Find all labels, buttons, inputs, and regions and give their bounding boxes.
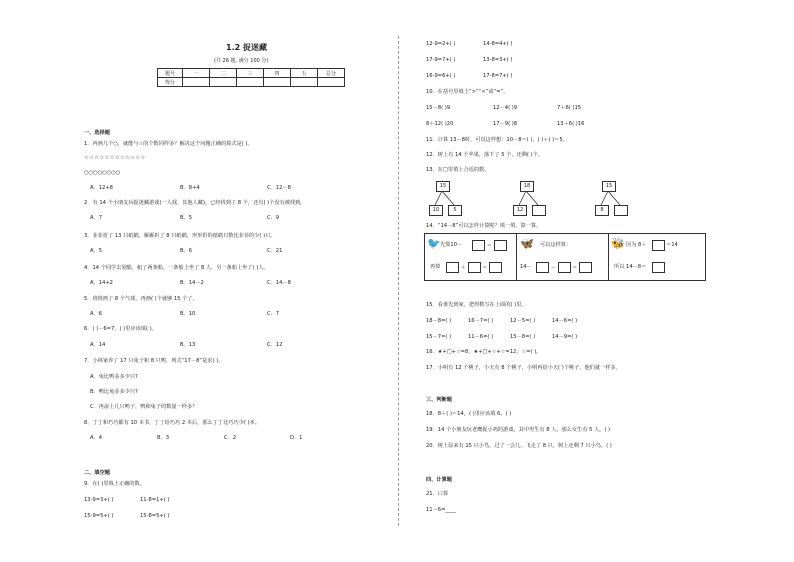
score-table <box>157 68 345 87</box>
column-divider <box>398 36 399 526</box>
tree-branches <box>429 190 461 206</box>
score-row-label: 得分 <box>158 78 183 87</box>
option: B．14－2 <box>180 280 204 286</box>
option: A．7 <box>90 215 103 221</box>
score-cell[interactable] <box>237 78 264 87</box>
comparison: 17－9( )8 <box>493 121 518 127</box>
method-1-box[interactable]: ＋ ＝ <box>446 262 502 273</box>
question-20: 20．树上原来有 15 只小鸟，过了一会儿，飞走了 8 只，树上还剩 7 只小鸟。( ) <box>426 443 612 449</box>
tree-branches <box>595 190 627 206</box>
method-2-label: 14－ <box>520 264 532 270</box>
equation: 14－9=( ) <box>552 334 578 340</box>
method-2-label: 可以这样算： <box>540 242 572 248</box>
tree-top-box: 18 <box>520 181 534 192</box>
score-header-cell: 一 <box>183 69 210 78</box>
option: A．12+8 <box>90 185 113 191</box>
section-heading: 二、填空题 <box>84 470 110 476</box>
score-table-score-row <box>158 78 345 87</box>
equation: 11－6=( ) <box>468 334 494 340</box>
option: C．7 <box>267 311 280 317</box>
comparison: 15－8( )9 <box>426 105 451 111</box>
tree-branches <box>513 190 545 206</box>
method-3-box[interactable] <box>652 262 665 273</box>
score-header-cell: 四 <box>264 69 291 78</box>
bird-icon: 🐦 <box>427 237 441 250</box>
question-3: 3．菲菲折了 13 只纸鹤，雁雁折了 8 只纸鹤，形形折的纸鹤只数比菲菲的少( )只。 <box>84 233 276 239</box>
option: B．13 <box>180 342 196 348</box>
question-10: 10．在括号里填上“>”“<”或“=”。 <box>426 89 509 95</box>
option: C．12 <box>267 342 283 348</box>
method-1-label: 再算 <box>430 264 441 270</box>
question-6: 6．( )－6=7，( )里应该填( )。 <box>84 326 157 332</box>
score-header-cell: 总分 <box>318 69 345 78</box>
score-cell[interactable] <box>210 78 237 87</box>
tree-top-box: 15 <box>436 181 450 192</box>
score-cell[interactable] <box>291 78 318 87</box>
equation: 15-8=5+( ) <box>140 513 170 519</box>
option: C．14－8 <box>267 280 291 286</box>
option: C．9 <box>267 215 280 221</box>
comparison: 7＋6( )15 <box>557 105 582 111</box>
option: C．21 <box>267 248 283 254</box>
option: B．8+4 <box>180 185 200 191</box>
butterfly-icon: 🐝 <box>611 237 625 250</box>
score-header-cell: 题号 <box>158 69 183 78</box>
option: B．10 <box>180 311 196 317</box>
question-13: 13．在□里填上合适的数。 <box>426 167 490 173</box>
method-2-box[interactable]: － ＝ <box>536 262 592 273</box>
score-header-cell: 二 <box>210 69 237 78</box>
question-18: 18．8＋( )＝14，( )里应该填 6。( ) <box>426 411 512 417</box>
section-heading: 三、判断题 <box>426 397 452 403</box>
dragonfly-icon: 🦋 <box>520 237 534 250</box>
equation: 17-9=7+( ) <box>426 57 456 63</box>
equation: 15－7=( ) <box>426 334 452 340</box>
equation: 14－6=( ) <box>552 318 578 324</box>
comparison: 13＋6( )16 <box>557 121 585 127</box>
equation: 17-8=7+( ) <box>483 73 513 79</box>
question-5: 5．班班画了 8 个气球，再画( )个就够 15 个了。 <box>84 296 198 302</box>
method-3-label: 因为 8＋ <box>626 242 647 248</box>
equation: 15－8=( ) <box>510 334 536 340</box>
equation: 13-8=3+( ) <box>483 57 513 63</box>
option: C．再添上几只鸭子，鸭和兔子的数量一样多？ <box>90 404 198 410</box>
question-19: 19．14 个小朋友玩老鹰捉小鸡的游戏，其中男生有 8 人，那么女生有 5 人。( ) <box>426 427 611 433</box>
option: B．5 <box>180 215 193 221</box>
equation: 12-9=2+( ) <box>426 41 456 47</box>
tree-left-box: 8 <box>595 205 609 216</box>
question-16: 16．★+□+☆=8，★+□+☆+☆=12，☆=( )。 <box>426 349 542 355</box>
circle-row: ○○○○○○○○ <box>84 170 121 176</box>
tree-top-box: 15 <box>602 181 616 192</box>
option: B．鸭比兔多多少只? <box>90 389 138 395</box>
method-1-label: 先算10－ <box>440 242 463 248</box>
question-8: 8．丁丁和巧巧都有 10 本书，丁丁给巧巧 2 本后，那么丁丁比巧巧少( )本。 <box>84 420 260 426</box>
option: A．6 <box>90 311 103 317</box>
score-cell[interactable] <box>183 78 210 87</box>
method-1-box[interactable]: ＝ <box>472 240 507 251</box>
option: C．2 <box>224 435 237 441</box>
tree-answer-box[interactable] <box>614 205 628 216</box>
option: D．1 <box>290 435 303 441</box>
method-3-label: ＝14 <box>666 242 678 248</box>
page-title: 1.2 捉迷藏 <box>226 43 267 52</box>
tree-left-box: 12 <box>513 205 527 216</box>
tree-answer-box[interactable] <box>532 205 546 216</box>
equation: 12－5=( ) <box>510 318 536 324</box>
question-4: 4．14 个同学去划船，租了两条船，一条船上坐了 8 人，另一条船上坐了( )人。 <box>84 265 269 271</box>
equation: 15-9=5+( ) <box>84 513 114 519</box>
tree-left-box: 10 <box>429 205 443 216</box>
option: A．14+2 <box>90 280 113 286</box>
method-3-label: 所以 14－8＝ <box>614 264 647 270</box>
score-header-cell: 五 <box>291 69 318 78</box>
question-11: 11．计算 13－8时，可以这样想：10－8＝( )，( )＋( )＝5。 <box>426 137 568 143</box>
option: A．14 <box>90 342 106 348</box>
comparison: 12－4( )9 <box>493 105 518 111</box>
equation: 16－7=( ) <box>468 318 494 324</box>
star-row: ☆☆☆☆☆☆☆☆☆☆☆☆ <box>84 155 146 161</box>
equation: 14-8=4+( ) <box>483 41 513 47</box>
score-cell[interactable] <box>264 78 291 87</box>
option: C．12－8 <box>267 185 291 191</box>
equation: 13-9=3+( ) <box>84 497 114 503</box>
option: A．兔比鸭多多少只? <box>90 374 138 380</box>
question-2: 2．有 14 个小朋友玩捉迷藏游戏(一人找，其他人藏)，已经找到了 8 个，还有( )个没有被找到。 <box>84 200 306 206</box>
option: B．6 <box>180 248 193 254</box>
option: B．3 <box>157 435 170 441</box>
question-7: 7．小林家养了 17 只兔子和 8 只鸭，列式“17－8”是求( )。 <box>84 358 224 364</box>
method-3-box[interactable] <box>652 240 665 251</box>
question-12: 12．树上有 14 个苹果，落下了 5 个，还剩( )个。 <box>426 152 543 158</box>
question-14: 14．“14－8”可以怎样计算呢？填一填，算一算。 <box>426 223 542 229</box>
question-1: 1．再画几个○，就能与☆的个数同样多？解决这个问题正确的算式是( )。 <box>84 141 253 147</box>
question-15: 15．看谁先到家，把得数写在上面的( )里。 <box>426 302 527 308</box>
equation: 11-8=1+( ) <box>140 497 170 503</box>
score-header-cell: 三 <box>237 69 264 78</box>
score-cell[interactable] <box>318 78 345 87</box>
option: A．5 <box>90 248 103 254</box>
score-table-header-row <box>158 69 345 78</box>
equation: 18－8=( ) <box>426 318 452 324</box>
tree-right-box: 5 <box>448 205 462 216</box>
section-heading: 一、选择题 <box>84 130 110 136</box>
mental-math-item: 11－6=____ <box>426 507 456 513</box>
equation: 16-9=6+( ) <box>426 73 456 79</box>
question-21: 21．口算 <box>426 491 449 497</box>
question-17: 17．小明有 12 个桃子，小天有 8 个桃子，小明再给小天( )个桃子，他们就一样多。 <box>426 365 621 371</box>
option: A．4 <box>90 435 103 441</box>
comparison: 8＋12( )20 <box>426 121 454 127</box>
question-9: 9．在( )里填上正确的数。 <box>84 481 145 487</box>
section-heading: 四、计算题 <box>426 477 452 483</box>
page-subtitle: (共 26 题, 满分 100 分) <box>214 58 269 64</box>
